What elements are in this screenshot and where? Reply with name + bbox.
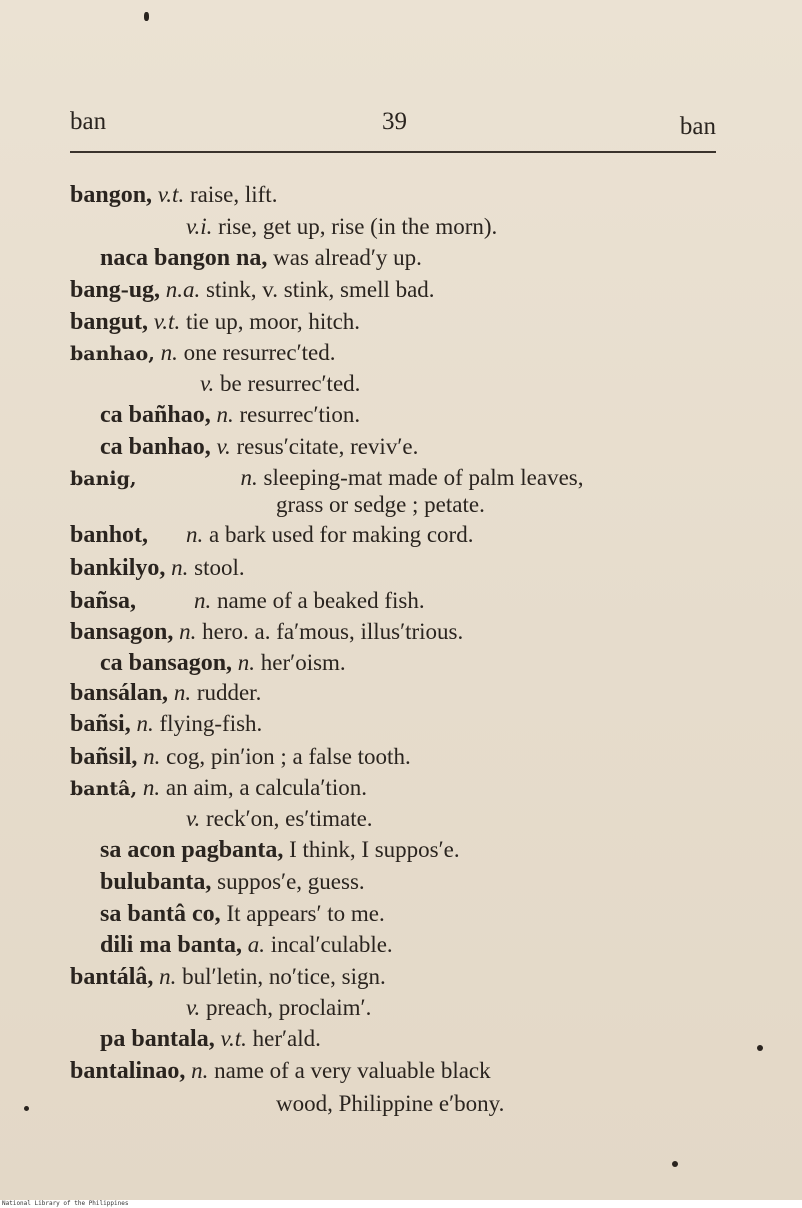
definition: one resurrec′ted. [177, 340, 336, 365]
entry-line [186, 804, 373, 834]
headword: dili ma banta, [100, 932, 243, 958]
definition: reck′on, es′timate. [200, 806, 373, 831]
part-of-speech: v. [200, 371, 215, 396]
definition: name of a beaked fish. [211, 588, 425, 613]
headword: sa acon pagbanta, [100, 837, 284, 863]
definition: wood, Philippine e′bony. [276, 1091, 505, 1116]
entry-line [70, 742, 411, 772]
definition: bul′letin, no′tice, sign. [176, 964, 386, 989]
entry-line [100, 899, 385, 929]
definition: resurrec′tion. [233, 402, 361, 427]
part-of-speech: n. [216, 402, 234, 427]
part-of-speech: n. [173, 680, 192, 705]
header-rule [70, 151, 716, 153]
definition: flying-fish. [153, 711, 263, 736]
definition: I think, I suppos′e. [283, 837, 460, 862]
ink-speck [757, 1045, 763, 1051]
part-of-speech: v.t. [220, 1026, 247, 1051]
definition: hero. a. fa′mous, illus′trious. [196, 619, 464, 644]
definition: stink, v. stink, smell bad. [200, 277, 435, 302]
definition: suppos′e, guess. [211, 869, 365, 894]
entry-line [70, 180, 277, 210]
headword: bañsi, [70, 711, 131, 737]
definition: cog, pin′ion ; a false tooth. [160, 744, 411, 769]
headword: bulubanta, [100, 869, 212, 895]
entry-line [186, 212, 497, 242]
headword: bantâ, [70, 778, 138, 800]
part-of-speech: v. [186, 806, 201, 831]
headword: bañsa, [70, 588, 137, 614]
part-of-speech: v. [216, 434, 231, 459]
part-of-speech: v.i. [186, 214, 213, 239]
definition: rise, get up, rise (in the morn). [212, 214, 498, 239]
entry-line [200, 369, 360, 399]
entry-line [70, 678, 261, 708]
definition: be resurrec′ted. [214, 371, 361, 396]
entry-line [186, 993, 371, 1023]
definition: It appears′ to me. [220, 901, 385, 926]
headword: bañsil, [70, 744, 138, 770]
definition: tie up, moor, hitch. [180, 309, 361, 334]
entry-line [70, 586, 425, 616]
ink-speck [24, 1106, 29, 1111]
entry-line [70, 307, 360, 337]
definition: her′oism. [255, 650, 346, 675]
headword: sa bantâ co, [100, 901, 221, 927]
definition: stool. [188, 555, 245, 580]
definition: resus′citate, reviv′e. [230, 434, 419, 459]
headword: bangon, [70, 182, 153, 208]
entry-line [70, 520, 473, 550]
part-of-speech: n. [142, 775, 161, 800]
entry-line [100, 432, 418, 462]
entry-line [70, 338, 335, 369]
part-of-speech: n. [191, 1058, 209, 1083]
part-of-speech: n. [171, 555, 189, 580]
part-of-speech: n. [159, 964, 177, 989]
entry-line [100, 648, 346, 678]
headword: banhao, [70, 343, 155, 365]
headword: ca bañhao, [100, 402, 211, 428]
entry-line [100, 867, 365, 897]
definition: preach, proclaim′. [200, 995, 372, 1020]
part-of-speech: v. [186, 995, 201, 1020]
headword: bang-ug, [70, 277, 161, 303]
part-of-speech: v.t. [157, 182, 185, 207]
part-of-speech: a. [247, 932, 266, 957]
headword: naca bangon na, [100, 245, 268, 271]
headword: banig, [70, 468, 137, 490]
entry-line [70, 709, 262, 739]
part-of-speech: n. [186, 522, 204, 547]
headword: banhot, [70, 522, 149, 548]
headword: ca banhao, [100, 434, 211, 460]
definition: her′ald. [246, 1026, 321, 1051]
entry-line [100, 1024, 321, 1054]
definition: a bark used for making cord. [203, 522, 474, 547]
headword: ca bansagon, [100, 650, 233, 676]
entry-line [70, 553, 245, 583]
definition: name of a very valuable black [208, 1058, 491, 1083]
footer-text: National Library of the Philippines [2, 1200, 129, 1207]
entry-line [70, 962, 386, 992]
part-of-speech: v.t. [153, 309, 181, 334]
definition: grass or sedge ; petate. [276, 492, 485, 517]
ink-speck [672, 1161, 678, 1167]
part-of-speech: n. [136, 711, 154, 736]
headword: pa bantala, [100, 1026, 215, 1052]
part-of-speech: n. [179, 619, 197, 644]
part-of-speech: n. [194, 588, 212, 613]
definition: incal′culable. [265, 932, 393, 957]
definition: raise, lift. [184, 182, 278, 207]
definition: rudder. [191, 680, 262, 705]
part-of-speech: n. [237, 650, 256, 675]
running-head-right: ban [679, 113, 716, 140]
headword: bansagon, [70, 619, 174, 645]
headword: bangut, [70, 309, 149, 335]
entry-line [70, 1056, 491, 1086]
entry-line [100, 243, 422, 273]
entry-line [100, 835, 460, 865]
definition: was alread′y up. [267, 245, 422, 270]
definition: an aim, a calcula′tion. [160, 775, 367, 800]
part-of-speech: n. [240, 465, 258, 490]
headword: bantálâ, [70, 964, 154, 990]
headword: bansálan, [70, 680, 169, 706]
entry-line [276, 490, 485, 520]
page-number: 39 [382, 108, 407, 135]
entry-line [70, 773, 367, 804]
definition: sleeping-mat made of palm leaves, [257, 465, 584, 490]
headword: bankilyo, [70, 555, 166, 581]
entry-line [100, 400, 360, 430]
part-of-speech: n. [160, 340, 178, 365]
headword: bantalinao, [70, 1058, 186, 1084]
library-watermark-footer [0, 1200, 802, 1208]
running-head-left: ban [70, 108, 107, 135]
entry-line [276, 1089, 504, 1119]
part-of-speech: n. [143, 744, 161, 769]
part-of-speech: n.a. [165, 277, 201, 302]
entry-line [70, 275, 435, 305]
entry-line [70, 617, 463, 647]
ink-speck [144, 12, 149, 21]
entry-line [100, 930, 393, 960]
